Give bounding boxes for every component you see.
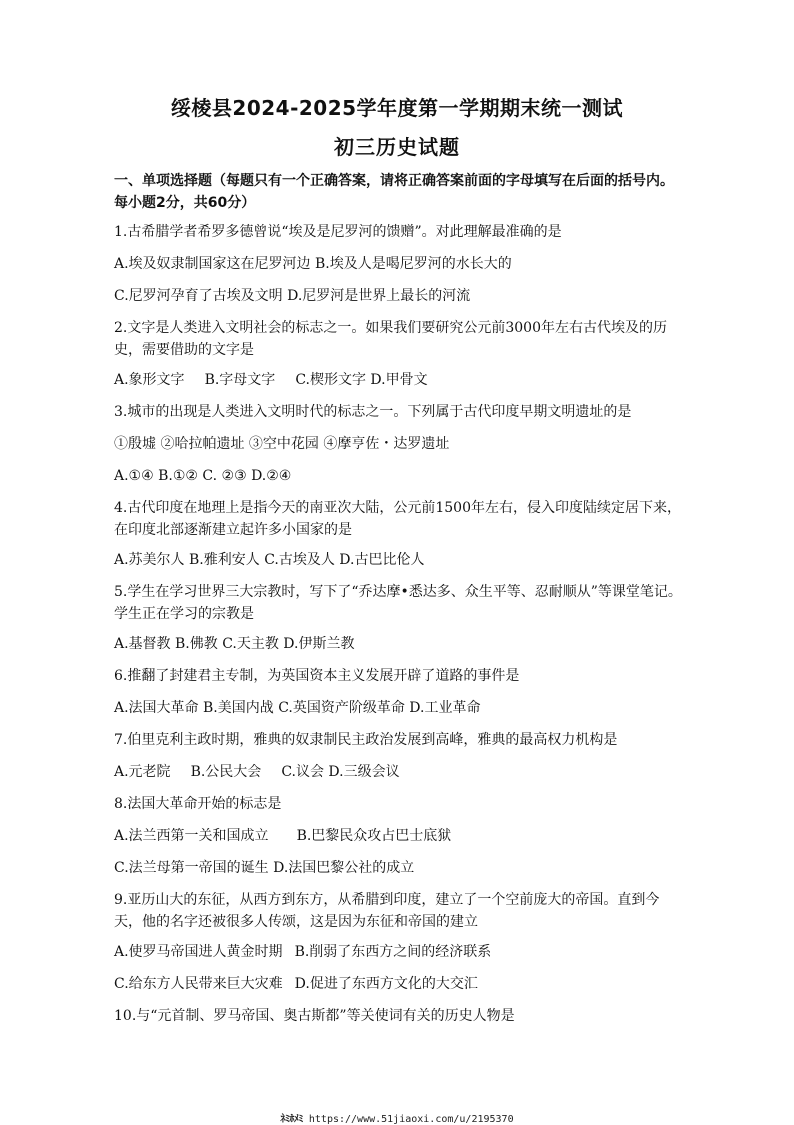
question-4-options: A.苏美尔人 B.雅利安人 C.古埃及人 D.古巴比伦人	[114, 552, 425, 568]
question-2-option-a: A.象形文字	[114, 372, 185, 388]
question-1-options-cd: C.尼罗河孕育了古埃及文明 D.尼罗河是世界上最长的河流	[114, 288, 471, 304]
footer-watermark	[0, 1110, 794, 1125]
question-9-option-c: C.给东方人民带来巨大灾难	[114, 976, 283, 992]
question-7-option-b: B.公民大会	[190, 764, 262, 780]
question-5-options: A.基督教 B.佛教 C.天主教 D.伊斯兰教	[114, 636, 355, 652]
question-2-stem: 2.文字是人类进入文明社会的标志之一。如果我们要研究公元前3000年左右古代埃及的历史，需要借助的文字是	[114, 320, 667, 358]
question-9-option-d: D.促进了东西方文化的大交汇	[294, 976, 478, 992]
question-9-stem: 9.亚历山大的东征，从西方到东方，从希腊到印度，建立了一个空前庞大的帝国。直到今天，他的名字还被很多人传颂，这是因为东征和帝国的建立	[114, 892, 660, 930]
question-7-stem: 7.伯里克利主政时期，雅典的奴隶制民主政治发展到高峰，雅典的最高权力机构是	[114, 732, 618, 748]
question-3-items: ①殷墟 ②哈拉帕遗址 ③空中花园 ④摩亨佐・达罗遗址	[114, 436, 450, 452]
question-7-option-cd: C.议会 D.三级会议	[281, 764, 400, 780]
question-3-stem: 3.城市的出现是人类进入文明时代的标志之一。下列属于古代印度早期文明遗址的是	[114, 404, 632, 420]
question-5-stem: 5.学生在学习世界三大宗教时，写下了“乔达摩•悉达多、众生平等、忍耐顺从”等课堂笔记。学生正在学习的宗教是	[114, 584, 682, 622]
question-9-options-cd	[114, 973, 694, 995]
question-3-options: A.①④ B.①② C. ②③ D.②④	[114, 468, 292, 484]
question-2-options	[114, 369, 694, 391]
question-8-option-a: A.法兰西第一关和国成立	[114, 828, 269, 844]
question-8-stem: 8.法国大革命开始的标志是	[114, 796, 282, 812]
section-heading: 一、单项选择题（每题只有一个正确答案，请将正确答案前面的字母填写在后面的括号内。每小题2分，共60分）	[114, 173, 674, 211]
question-1-options-ab: A.埃及奴隶制国家这在尼罗河边 B.埃及人是喝尼罗河的水长大的	[114, 256, 512, 272]
exam-subtitle: 初三历史试题	[334, 135, 460, 159]
exam-title: 绥棱县2024-2025学年度第一学期期末统一测试	[170, 96, 624, 120]
question-2-option-b: B.字母文字	[204, 372, 276, 388]
question-9-option-a: A.使罗马帝国进人黄金时期	[114, 944, 283, 960]
question-4-stem: 4.古代印度在地理上是指今天的南亚次大陆，公元前1500年左右，侵入印度陆续定居下来，在印度北部逐渐建立起许多小国家的是	[114, 500, 681, 538]
question-7-option-a: A.元老院	[114, 764, 171, 780]
footer-logo: ﾈﾐﾎﾒﾐ	[280, 1114, 303, 1125]
question-2-option-cd: C.楔形文字 D.甲骨文	[295, 372, 428, 388]
footer-url[interactable]: https://www.51jiaoxi.com/u/2195370	[308, 1114, 514, 1125]
question-8-options-cd: C.法兰母第一帝国的诞生 D.法国巴黎公社的成立	[114, 860, 415, 876]
question-8-option-b: B.巴黎民众攻占巴士底狱	[296, 828, 452, 844]
question-6-stem: 6.推翻了封建君主专制，为英国资本主义发展开辟了道路的事件是	[114, 668, 520, 684]
question-9-option-b: B.削弱了东西方之间的经济联系	[294, 944, 492, 960]
question-9-options-ab	[114, 941, 694, 963]
question-8-options-ab	[114, 825, 694, 847]
question-7-options	[114, 761, 694, 783]
question-6-options: A.法国大革命 B.美国内战 C.英国资产阶级革命 D.工业革命	[114, 700, 481, 716]
question-10-stem: 10.与“元首制、罗马帝国、奥古斯都”等关使词有关的历史人物是	[114, 1008, 515, 1024]
question-1-stem: 1.古希腊学者希罗多德曾说“埃及是尼罗河的馈赠”。对此理解最准确的是	[114, 224, 562, 240]
